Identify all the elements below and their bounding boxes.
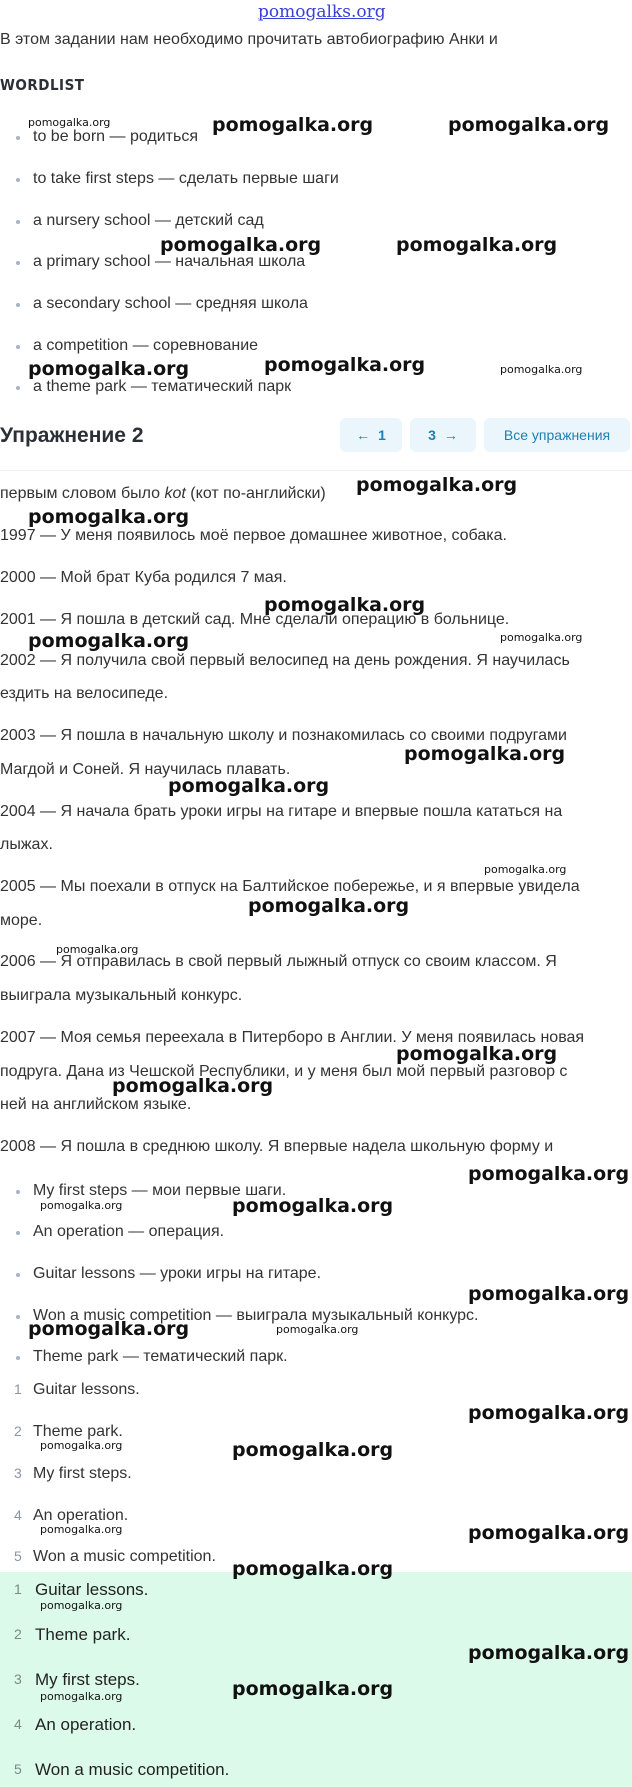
- site-logo[interactable]: pomogalks.org: [258, 2, 386, 22]
- watermark: pomogalka.org: [40, 1690, 123, 1703]
- watermark: pomogalka.org: [248, 895, 410, 917]
- biography-line: 2000 — Мой брат Куба родился 7 мая.: [0, 569, 287, 586]
- next-exercise-button[interactable]: 3 →: [410, 418, 476, 452]
- biography-line: первым словом было kot (кот по-английски): [0, 485, 326, 502]
- watermark: pomogalka.org: [40, 1439, 123, 1452]
- watermark: pomogalka.org: [404, 743, 566, 765]
- bullet-icon: [16, 178, 20, 182]
- watermark: pomogalka.org: [160, 234, 322, 256]
- biography-line: море.: [0, 912, 43, 929]
- watermark: pomogalka.org: [264, 354, 426, 376]
- biography-line: 2001 — Я пошла в детский сад. Мне сделали операцию в больнице.: [0, 611, 510, 628]
- watermark: pomogalka.org: [448, 114, 610, 136]
- watermark: pomogalka.org: [56, 943, 139, 956]
- bullet-icon: [16, 1273, 20, 1277]
- biography-line: 2007 — Моя семья переехала в Питерборо в Англии. У меня появилась новая: [0, 1029, 585, 1046]
- biography-line: 2003 — Я пошла в начальную школу и познакомилась со своими подругами: [0, 727, 567, 744]
- watermark: pomogalka.org: [500, 363, 583, 376]
- watermark: pomogalka.org: [468, 1522, 630, 1544]
- bullet-icon: [16, 386, 20, 390]
- watermark: pomogalka.org: [468, 1163, 630, 1185]
- watermark: pomogalka.org: [264, 594, 426, 616]
- bullet-icon: [16, 1190, 20, 1194]
- watermark: pomogalka.org: [40, 1599, 123, 1612]
- watermark: pomogalka.org: [500, 631, 583, 644]
- wordlist-title: WORDLIST: [0, 76, 85, 94]
- watermark: pomogalka.org: [468, 1402, 630, 1424]
- watermark: pomogalka.org: [468, 1283, 630, 1305]
- bullet-icon: [16, 1356, 20, 1360]
- arrow-right-icon: →: [443, 427, 458, 443]
- biography-line: 2005 — Мы поехали в отпуск на Балтийское побережье, и я впервые увидела: [0, 878, 580, 895]
- watermark: pomogalka.org: [40, 1523, 123, 1536]
- all-exercises-button[interactable]: Все упражнения: [484, 418, 630, 452]
- watermark: pomogalka.org: [28, 630, 190, 652]
- prev-exercise-button[interactable]: ← 1: [340, 418, 402, 452]
- exercise-header: [0, 412, 632, 471]
- biography-line: подруга. Дана из Чешской Республики, и у меня был мой первый разговор с: [0, 1063, 568, 1080]
- biography-line: лыжах.: [0, 836, 53, 853]
- biography-line: ездить на велосипеде.: [0, 685, 169, 702]
- watermark: pomogalka.org: [28, 358, 190, 380]
- bullet-icon: [16, 220, 20, 224]
- watermark: pomogalka.org: [232, 1558, 394, 1580]
- watermark: pomogalka.org: [112, 1075, 274, 1097]
- watermark: pomogalka.org: [276, 1323, 359, 1336]
- biography-line: выиграла музыкальный конкурс.: [0, 987, 243, 1004]
- watermark: pomogalka.org: [468, 1642, 630, 1664]
- exercise-title: Упражнение 2: [0, 424, 144, 447]
- watermark: pomogalka.org: [396, 234, 558, 256]
- watermark: pomogalka.org: [356, 474, 518, 496]
- biography-line: 1997 — У меня появилось моё первое домашнее животное, собака.: [0, 527, 507, 544]
- watermark: pomogalka.org: [212, 114, 374, 136]
- biography-line: 2008 — Я пошла в среднюю школу. Я впервые надела школьную форму и: [0, 1138, 554, 1155]
- watermark: pomogalka.org: [396, 1043, 558, 1065]
- watermark: pomogalka.org: [484, 863, 567, 876]
- biography-line: ней на английском языке.: [0, 1096, 192, 1113]
- watermark: pomogalka.org: [168, 775, 330, 797]
- watermark: pomogalka.org: [232, 1195, 394, 1217]
- watermark: pomogalka.org: [232, 1439, 394, 1461]
- answer-box: 1 Guitar lessons. 2 Theme park. 3 My first steps. 4 An operation. 5 Won a music competition.: [0, 1572, 632, 1787]
- arrow-left-icon: ←: [356, 427, 371, 443]
- watermark: pomogalka.org: [232, 1678, 394, 1700]
- watermark: pomogalka.org: [28, 116, 111, 129]
- bullet-icon: [16, 261, 20, 265]
- bullet-icon: [16, 345, 20, 349]
- biography-line: 2004 — Я начала брать уроки игры на гитаре и впервые пошла кататься на: [0, 803, 563, 820]
- biography-line: 2002 — Я получила свой первый велосипед на день рождения. Я научилась: [0, 652, 570, 669]
- watermark: pomogalka.org: [28, 1318, 190, 1340]
- watermark: pomogalka.org: [40, 1199, 123, 1212]
- bullet-icon: [16, 1315, 20, 1319]
- watermark: pomogalka.org: [28, 506, 190, 528]
- biography-line: Магдой и Соней. Я научилась плавать.: [0, 761, 291, 778]
- bullet-icon: [16, 1231, 20, 1235]
- bullet-icon: [16, 136, 20, 140]
- biography-line: 2006 — Я отправилась в свой первый лыжный отпуск со своим классом. Я: [0, 953, 557, 970]
- intro-text: В этом задании нам необходимо прочитать автобиографию Анки и: [0, 31, 498, 48]
- bullet-icon: [16, 303, 20, 307]
